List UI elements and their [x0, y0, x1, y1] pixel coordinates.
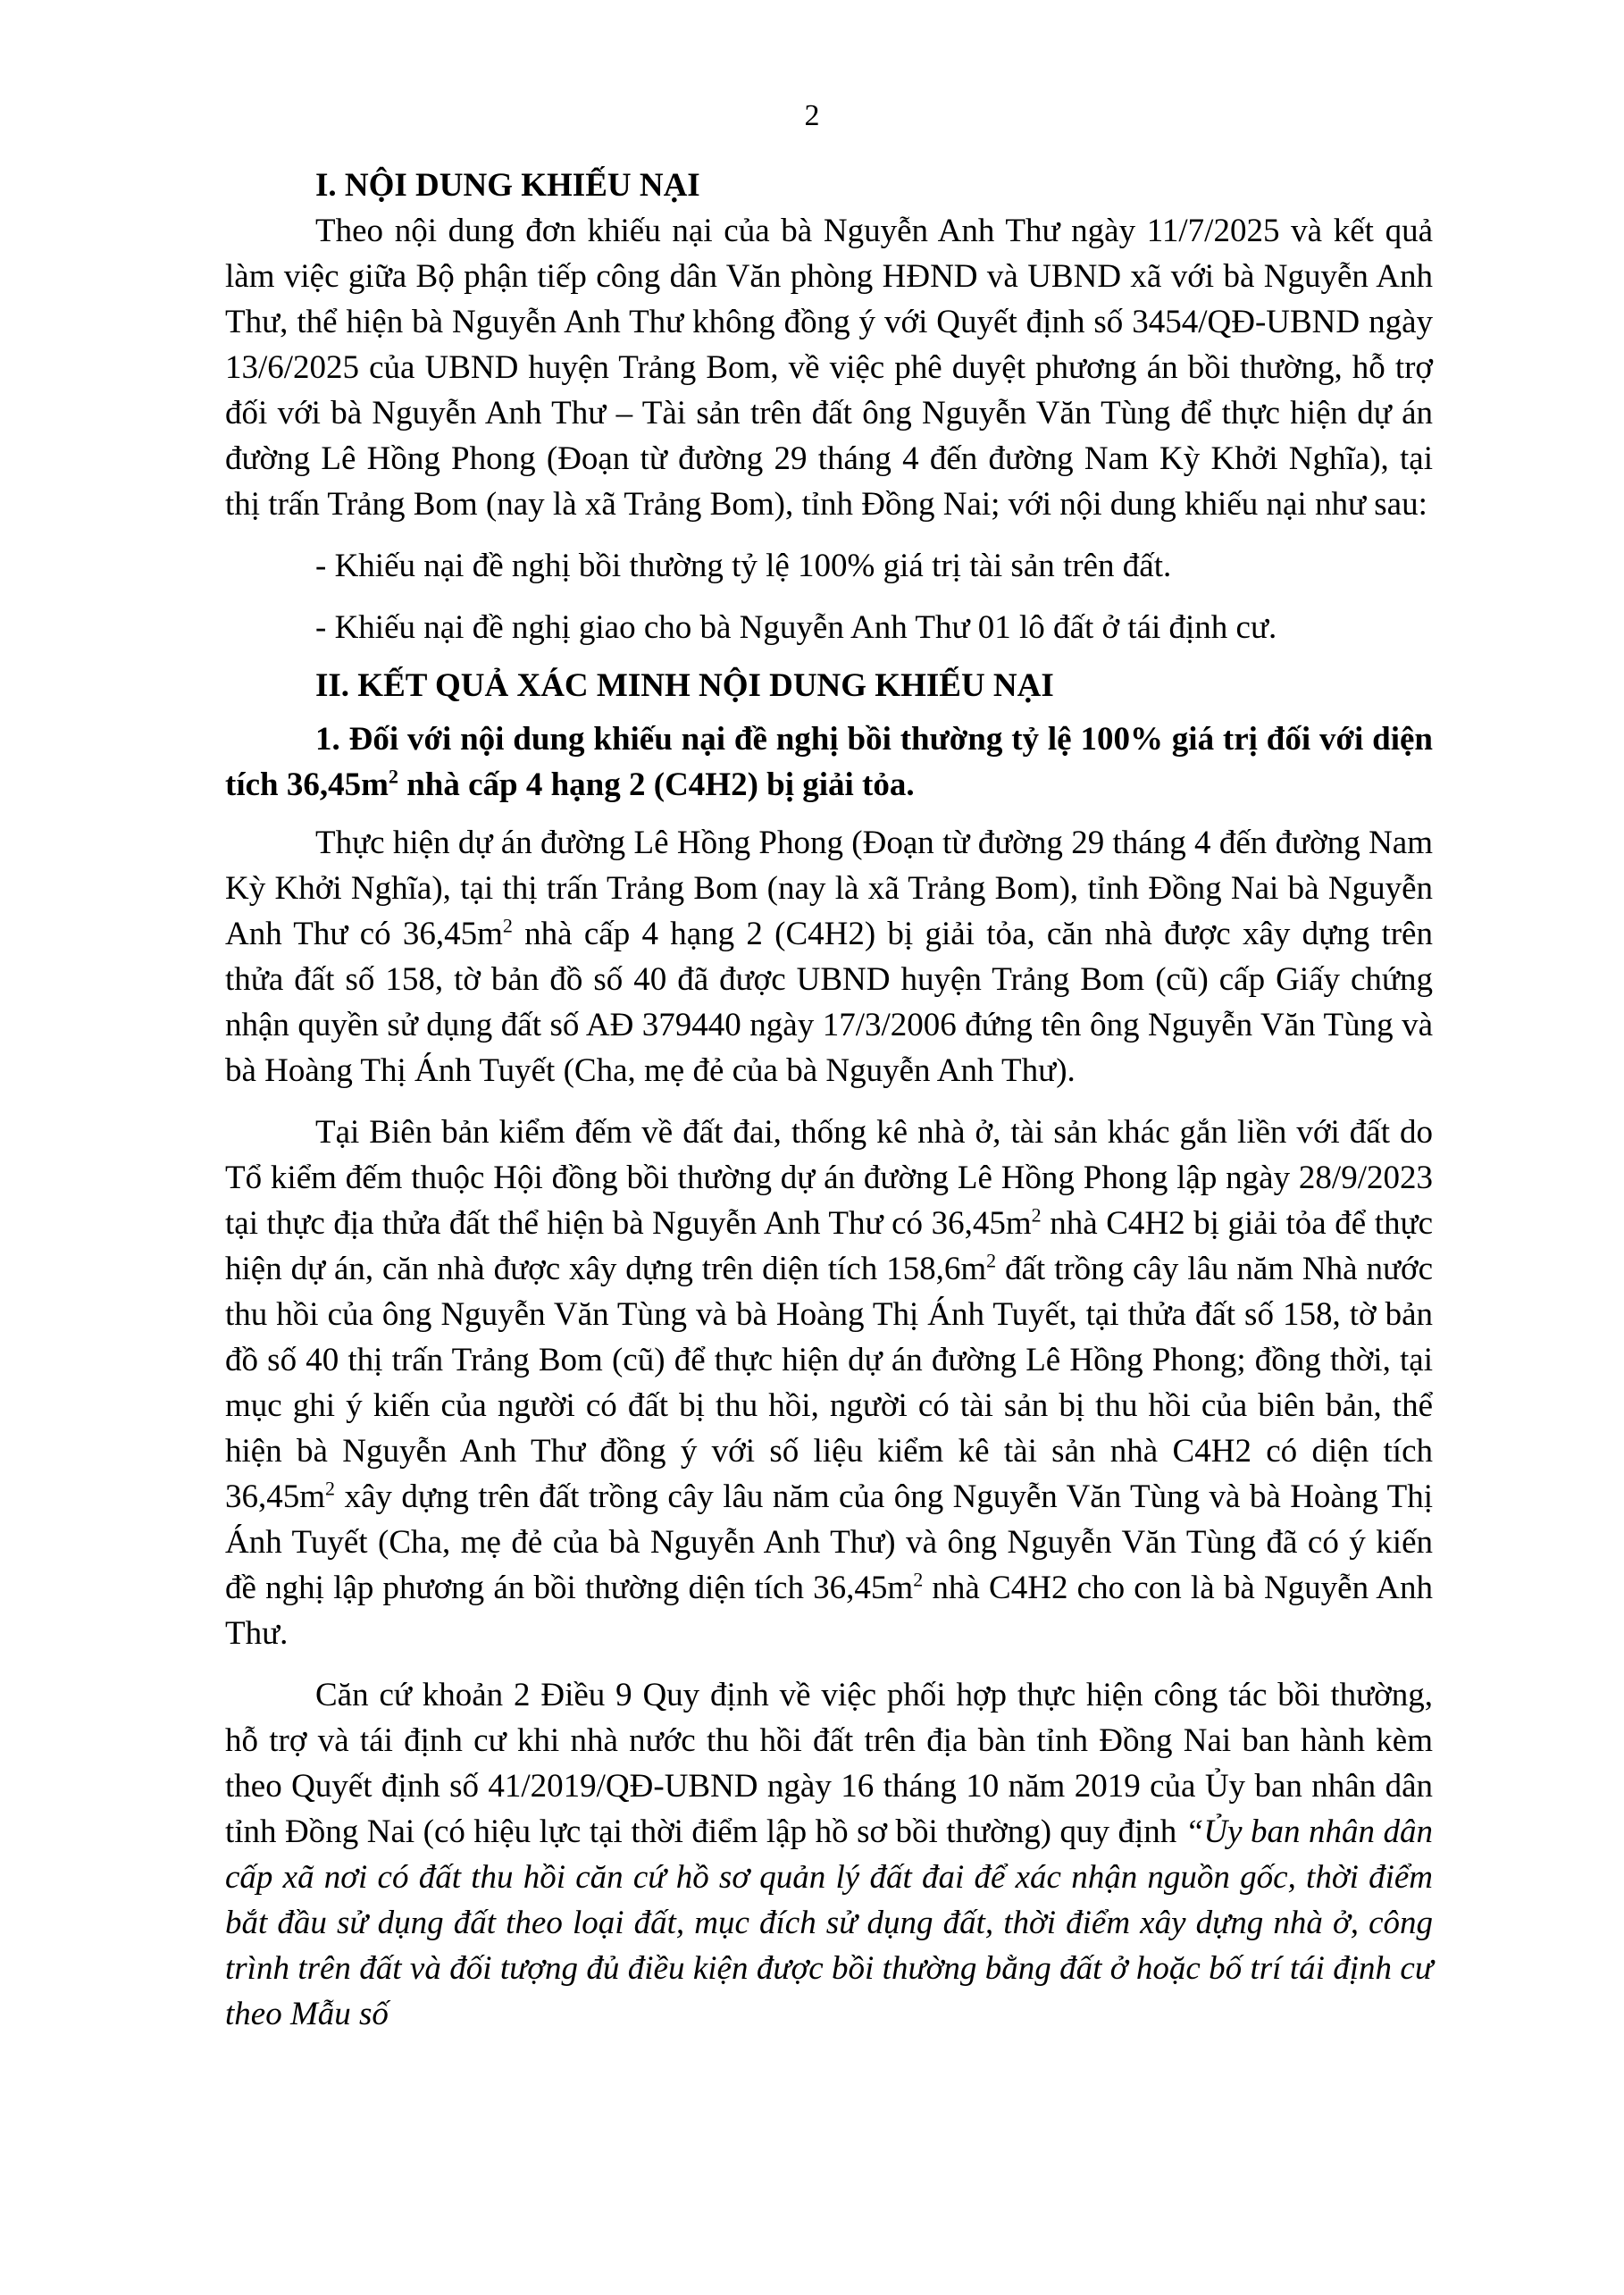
subsection-heading-compensation	[225, 716, 1433, 808]
subsection-heading-text-b: nhà cấp 4 hạng 2 (C4H2) bị giải tỏa.	[398, 766, 915, 803]
section-heading-verification-result: II. KẾT QUẢ XÁC MINH NỘI DUNG KHIẾU NẠI	[315, 667, 1054, 704]
subsection-heading-text-a: 1. Đối với nội dung khiếu nại đề nghị bồi thường tỷ lệ 100% giá trị đối với diện tích 36,45m	[225, 721, 1433, 803]
section-heading-complaint-content: I. NỘI DUNG KHIẾU NẠI	[315, 167, 700, 204]
document-body	[225, 163, 1433, 2037]
superscript-squared: 2	[1031, 1203, 1042, 1227]
paragraph-legal-basis	[225, 1672, 1433, 2037]
superscript-squared: 2	[502, 914, 513, 937]
text-run: nhà C4H2 bị giải tỏa để thực hiện dự án, căn nhà được xây dựng trên diện tích 158,6m	[225, 1205, 1434, 1287]
superscript-squared: 2	[913, 1568, 924, 1591]
text-run: xây dựng trên đất trồng cây lâu năm của ông Nguyễn Văn Tùng và bà Hoàng Thị Ánh Tuyết (Cha, mẹ đẻ của bà Nguyễn Anh Thư) và ông Nguyễn Văn Tùng đã có ý kiến đề nghị lập phương án bồi thường diện tích 36,45m	[225, 1478, 1433, 1606]
superscript-squared: 2	[986, 1249, 997, 1272]
paragraph-project-description	[225, 820, 1433, 1093]
text-run: nhà C4H2 cho con là bà Nguyễn Anh Thư.	[225, 1570, 1433, 1652]
paragraph-inventory-record	[225, 1110, 1433, 1656]
text-run: Căn cứ khoản 2 Điều 9 Quy định về việc phối hợp thực hiện công tác bồi thường, hỗ trợ và tái định cư khi nhà nước thu hồi đất trên địa bàn tỉnh Đồng Nai ban hành kèm theo Quyết định số 41/2019/QĐ-UBND ngày 16 tháng 10 năm 2019 của Ủy ban nhân dân tỉnh Đồng Nai (có hiệu lực tại thời điểm lập hồ sơ bồi thường) quy định	[225, 1677, 1433, 1850]
bullet-resettlement-request: - Khiếu nại đề nghị giao cho bà Nguyễn Anh Thư 01 lô đất ở tái định cư.	[315, 609, 1277, 646]
page-number: 2	[804, 99, 820, 132]
superscript-squared: 2	[388, 765, 398, 788]
text-run: Thực hiện dự án đường Lê Hồng Phong (Đoạn từ đường 29 tháng 4 đến đường Nam Kỳ Khởi Nghĩa), tại thị trấn Trảng Bom (nay là xã Trảng Bom), tỉnh Đồng Nai bà Nguyễn Anh Thư có 36,45m	[225, 825, 1433, 952]
text-run: Tại Biên bản kiểm đếm về đất đai, thống kê nhà ở, tài sản khác gắn liền với đất do Tổ kiểm đếm thuộc Hội đồng bồi thường dự án đường Lê Hồng Phong lập ngày 28/9/2023 tại thực địa thửa đất thể hiện bà Nguyễn Anh Thư có 36,45m	[225, 1114, 1433, 1242]
quoted-regulation: “Ủy ban nhân dân cấp xã nơi có đất thu hồi căn cứ hồ sơ quản lý đất đai để xác nhận nguồn gốc, thời điểm bắt đầu sử dụng đất theo loại đất, mục đích sử dụng đất, thời điểm xây dựng nhà ở, công trình trên đất và đối tượng đủ điều kiện được bồi thường bằng đất ở hoặc bố trí tái định cư theo Mẫu số	[225, 1813, 1433, 2032]
superscript-squared: 2	[325, 1477, 336, 1500]
text-run: đất trồng cây lâu năm Nhà nước thu hồi của ông Nguyễn Văn Tùng và bà Hoàng Thị Ánh Tuyết, tại thửa đất số 158, tờ bản đồ số 40 thị trấn Trảng Bom (cũ) để thực hiện dự án đường Lê Hồng Phong; đồng thời, tại mục ghi ý kiến của người có đất bị thu hồi, người có tài sản bị thu hồi của biên bản, thể hiện bà Nguyễn Anh Thư đồng ý với số liệu kiểm kê tài sản nhà C4H2 có diện tích 36,45m	[225, 1251, 1433, 1515]
bullet-compensation-request: - Khiếu nại đề nghị bồi thường tỷ lệ 100% giá trị tài sản trên đất.	[315, 548, 1172, 584]
paragraph-complaint-summary: Theo nội dung đơn khiếu nại của bà Nguyễn Anh Thư ngày 11/7/2025 và kết quả làm việc giữa Bộ phận tiếp công dân Văn phòng HĐND và UBND xã với bà Nguyễn Anh Thư, thể hiện bà Nguyễn Anh Thư không đồng ý với Quyết định số 3454/QĐ-UBND ngày 13/6/2025 của UBND huyện Trảng Bom, về việc phê duyệt phương án bồi thường, hỗ trợ đối với bà Nguyễn Anh Thư – Tài sản trên đất ông Nguyễn Văn Tùng để thực hiện dự án đường Lê Hồng Phong (Đoạn từ đường 29 tháng 4 đến đường Nam Kỳ Khởi Nghĩa), tại thị trấn Trảng Bom (nay là xã Trảng Bom), tỉnh Đồng Nai; với nội dung khiếu nại như sau:	[225, 213, 1433, 523]
text-run: nhà cấp 4 hạng 2 (C4H2) bị giải tỏa, căn nhà được xây dựng trên thửa đất số 158, tờ bản đồ số 40 đã được UBND huyện Trảng Bom (cũ) cấp Giấy chứng nhận quyền sử dụng đất số AĐ 379440 ngày 17/3/2006 đứng tên ông Nguyễn Văn Tùng và bà Hoàng Thị Ánh Tuyết (Cha, mẹ đẻ của bà Nguyễn Anh Thư).	[225, 916, 1433, 1089]
